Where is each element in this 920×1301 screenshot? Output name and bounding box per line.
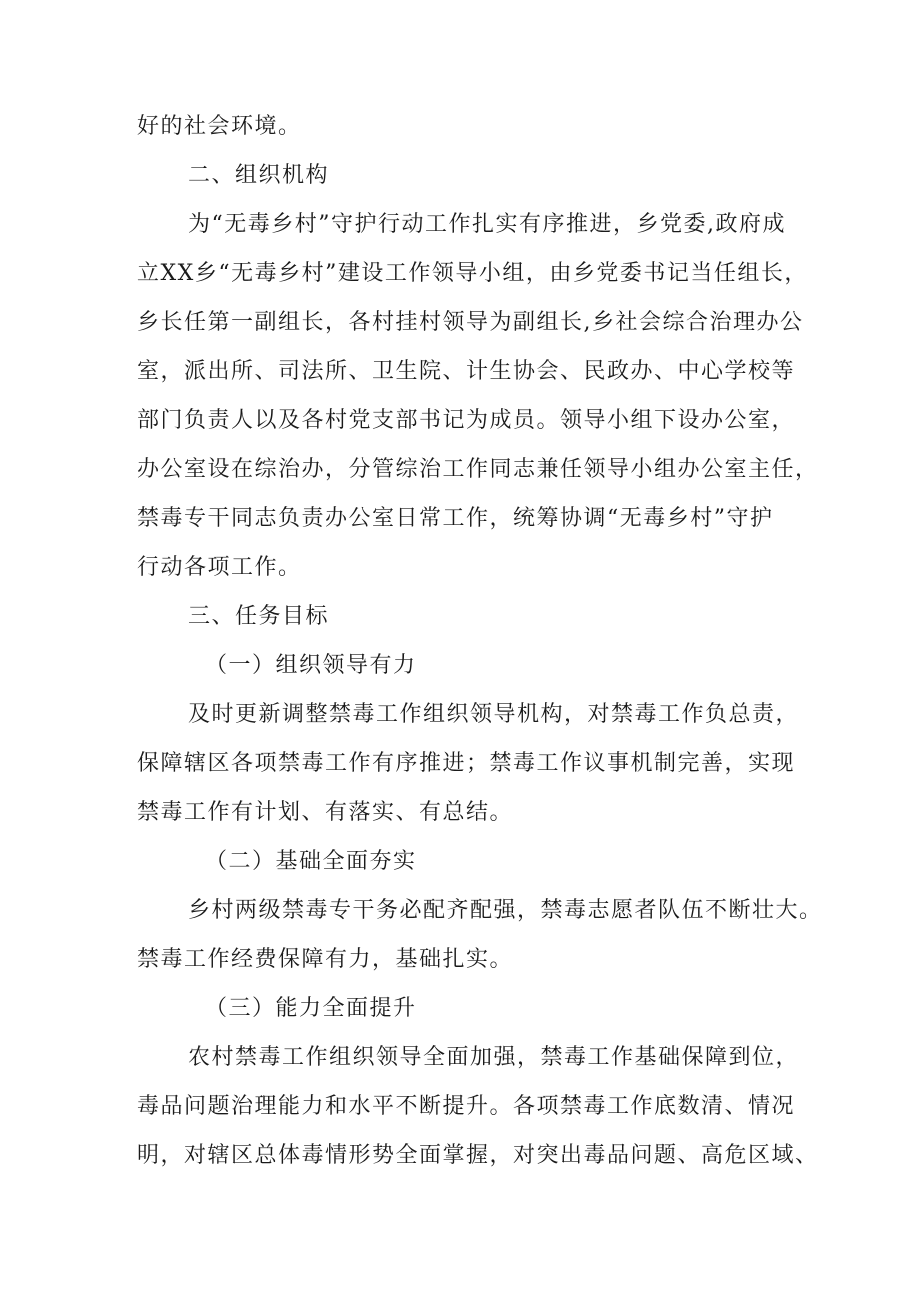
subsection-heading: （三）能力全面提升 (205, 996, 417, 1021)
subsection-heading: （一）组织领导有力 (205, 653, 417, 678)
text-line: 行动各项工作。 (137, 555, 302, 580)
text-line: 禁毒专干同志负责办公室日常工作，统筹协调“无毒乡村”守护 (137, 506, 774, 531)
text-line: 毒品问题治理能力和水平不断提升。各项禁毒工作底数清、情况 (137, 1094, 796, 1119)
text-line: 乡村两级禁毒专干务必配齐配强，禁毒志愿者队伍不断壮大。 (188, 898, 823, 923)
text-line: 农村禁毒工作组织领导全面加强，禁毒工作基础保障到位， (188, 1045, 800, 1070)
text-line: 及时更新调整禁毒工作组织领导机构，对禁毒工作负总责， (188, 702, 800, 727)
text-line: 乡长任第一副组长，各村挂村领导为副组长,乡社会综合治理办公 (137, 310, 804, 335)
section-heading: 二、组织机构 (188, 163, 330, 188)
text-line: 为“无毒乡村”守护行动工作扎实有序推进，乡党委,政府成 (188, 212, 786, 237)
text-line: 办公室设在综治办，分管综治工作同志兼任领导小组办公室主任， (137, 457, 819, 482)
text-line: 部门负责人以及各村党支部书记为成员。领导小组下设办公室， (137, 408, 796, 433)
text-line: 室，派出所、司法所、卫生院、计生协会、民政办、中心学校等 (137, 359, 796, 384)
text-line: 保障辖区各项禁毒工作有序推进；禁毒工作议事机制完善，实现 (137, 751, 796, 776)
text-line: 禁毒工作有计划、有落实、有总结。 (137, 800, 514, 825)
section-heading: 三、任务目标 (188, 604, 330, 629)
text-line: 明，对辖区总体毒情形势全面掌握，对突出毒品问题、高危区域、 (137, 1143, 819, 1168)
text-line: 好的社会环境。 (137, 114, 302, 139)
text-line: 立XX乡“无毒乡村”建设工作领导小组，由乡党委书记当任组长， (137, 261, 808, 286)
subsection-heading: （二）基础全面夯实 (205, 849, 417, 874)
text-line: 禁毒工作经费保障有力，基础扎实。 (137, 947, 514, 972)
